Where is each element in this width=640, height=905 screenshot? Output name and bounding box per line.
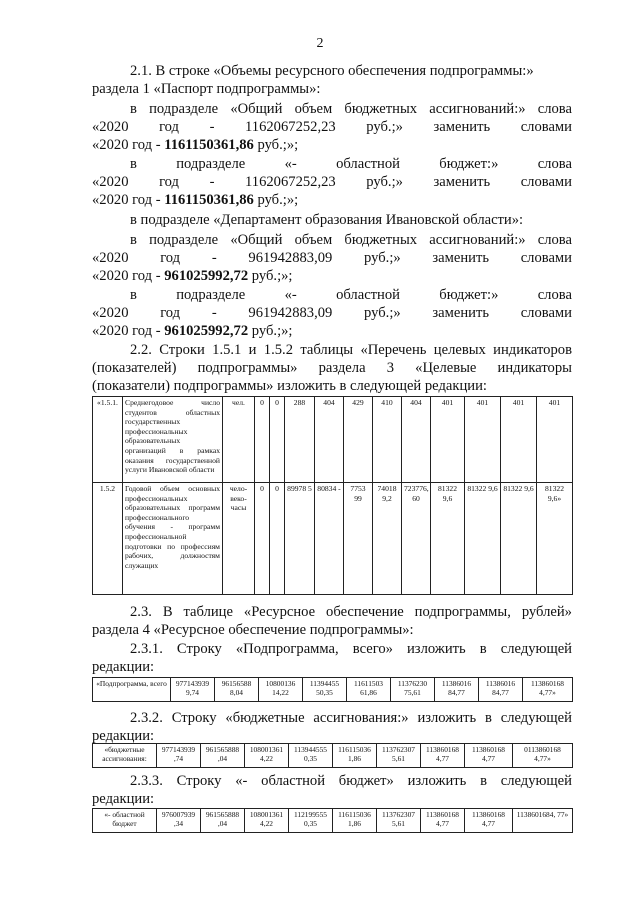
table-cell: 11386016 84,77	[479, 678, 523, 702]
subsection-regional-line-dep: в подразделе «- областной бюджет:» слова	[130, 287, 572, 303]
table-cell: 961565888 ,04	[201, 809, 245, 833]
table-cell: 0	[270, 397, 285, 483]
table-row	[93, 483, 573, 595]
table-cell: 116115036 1,86	[333, 809, 377, 833]
para-2-3-2-line2: редакции:	[92, 728, 155, 744]
table-row	[93, 678, 573, 702]
table-cell: 96156588 8,04	[215, 678, 259, 702]
row-description: Среднегодовое число студентов областных государственных профессиональных образовательных организаций в рамках оказания государственной услуги Ивановской области	[123, 397, 223, 483]
table-cell: 0	[255, 483, 270, 595]
new-value-line-3: «2020 год - 961025992,72 руб.;»;	[92, 268, 293, 284]
new-value-line-2: «2020 год - 1161150361,86 руб.;»;	[92, 192, 299, 208]
table-cell: 961565888 ,04	[201, 744, 245, 768]
table-cell: 11386016 84,77	[435, 678, 479, 702]
indicators-table	[92, 396, 573, 595]
table-cell: 977143939 9,74	[171, 678, 215, 702]
table-cell: 404	[315, 397, 344, 483]
department-line: в подразделе «Департамент образования Ивановской области»:	[130, 212, 524, 228]
table-cell: 81322 9,6	[465, 483, 501, 595]
table-cell: 723776, 60	[402, 483, 431, 595]
table-cell: 11376230 75,61	[391, 678, 435, 702]
table-cell: 976007939 ,34	[157, 809, 201, 833]
table-cell: 116115036 1,86	[333, 744, 377, 768]
new-value-line-1: «2020 год - 1161150361,86 руб.;»;	[92, 137, 299, 153]
row-description: Годовой объем основных профессиональных образовательных программ профессионального обучения - программ профессиональной подготовки по профессиям рабочих, должностям служащих	[123, 483, 223, 595]
table-cell: 113860168 4,77	[465, 744, 513, 768]
para-2-3-line2: раздела 4 «Ресурсное обеспечение подпрограммы»:	[92, 622, 414, 638]
budget-row-table	[92, 743, 573, 768]
para-2-3-1-line1: 2.3.1. Строку «Подпрограмма, всего» изложить в следующей	[130, 641, 572, 657]
para-2-3-2-line1: 2.3.2. Строку «бюджетные ассигнования:» изложить в следующей	[130, 710, 572, 726]
table-row	[93, 397, 573, 483]
table-cell: 410	[373, 397, 402, 483]
para-2-2-line2: (показателей) подпрограммы» раздела 3 «Целевые индикаторы	[92, 360, 572, 376]
table-cell: 108001361 4,22	[245, 744, 289, 768]
regional-row-table	[92, 808, 573, 833]
row-label: «бюджетные ассигнования:	[93, 744, 157, 768]
table-cell: 1138601684, 77»	[513, 809, 573, 833]
para-2-3-line1: 2.3. В таблице «Ресурсное обеспечение подпрограммы, рублей»	[130, 604, 572, 620]
para-2-3-3-line2: редакции:	[92, 791, 155, 807]
row-number: 1.5.2	[93, 483, 123, 595]
table-cell: 89978 5	[285, 483, 315, 595]
table-cell: 113860168 4,77	[421, 744, 465, 768]
para-2-2-line3: (показатели) подпрограммы» изложить в следующей редакции:	[92, 378, 487, 394]
table-cell: 0	[270, 483, 285, 595]
table-cell: 401	[431, 397, 465, 483]
row-unit: чел.	[223, 397, 255, 483]
para-2-1-line1: 2.1. В строке «Объемы ресурсного обеспечения подпрограммы:»	[130, 63, 534, 79]
table-cell: 401	[501, 397, 537, 483]
table-cell: 108001361 4,22	[245, 809, 289, 833]
row-label: «- областной бюджет	[93, 809, 157, 833]
subsection-total-line-dep: в подразделе «Общий объем бюджетных ассигнований:» слова	[130, 232, 572, 248]
table-cell: 113860168 4,77»	[523, 678, 573, 702]
table-cell: 81322 9,6	[501, 483, 537, 595]
table-row	[93, 744, 573, 768]
replace-line-3: «2020 год - 961942883,09 руб.;» заменить словами	[92, 250, 572, 266]
subsection-regional-line: в подразделе «- областной бюджет:» слова	[130, 156, 572, 172]
table-cell: 113762307 5,61	[377, 744, 421, 768]
table-cell: 113762307 5,61	[377, 809, 421, 833]
para-2-1-line2: раздела 1 «Паспорт подпрограммы»:	[92, 81, 321, 97]
table-cell: 288	[285, 397, 315, 483]
table-cell: 401	[465, 397, 501, 483]
table-cell: 113860168 4,77	[465, 809, 513, 833]
subsection-total-line: в подразделе «Общий объем бюджетных ассигнований:» слова	[130, 101, 572, 117]
table-cell: 0	[255, 397, 270, 483]
table-cell: 7753 99	[344, 483, 373, 595]
replace-line-4: «2020 год - 961942883,09 руб.;» заменить словами	[92, 305, 572, 321]
table-cell: 74018 9,2	[373, 483, 402, 595]
replace-line-2: «2020 год - 1162067252,23 руб.;» заменить словами	[92, 174, 572, 190]
table-cell: 401	[537, 397, 573, 483]
table-cell: 113944555 0,35	[289, 744, 333, 768]
table-cell: 11394455 50,35	[303, 678, 347, 702]
table-cell: 113860168 4,77	[421, 809, 465, 833]
table-cell: 977143939 ,74	[157, 744, 201, 768]
para-2-3-1-line2: редакции:	[92, 659, 155, 675]
table-cell: 404	[402, 397, 431, 483]
replace-line-1: «2020 год - 1162067252,23 руб.;» заменить словами	[92, 119, 572, 135]
para-2-2-line1: 2.2. Строки 1.5.1 и 1.5.2 таблицы «Перечень целевых индикаторов	[130, 342, 572, 358]
table-row	[93, 809, 573, 833]
new-value-line-4: «2020 год - 961025992,72 руб.;»;	[92, 323, 293, 339]
table-cell: 81322 9,6	[431, 483, 465, 595]
row-unit: чело-веко-часы	[223, 483, 255, 595]
table-cell: 429	[344, 397, 373, 483]
table-cell: 10800136 14,22	[259, 678, 303, 702]
table-cell: 11611503 61,86	[347, 678, 391, 702]
table-cell: 80834 -	[315, 483, 344, 595]
row-number: «1.5.1.	[93, 397, 123, 483]
total-row-table	[92, 677, 573, 702]
table-cell: 81322 9,6»	[537, 483, 573, 595]
para-2-3-3-line1: 2.3.3. Строку «- областной бюджет» изложить в следующей	[130, 773, 572, 789]
table-cell: 0113860168 4,77»	[513, 744, 573, 768]
table-cell: 112199555 0,35	[289, 809, 333, 833]
page-number: 2	[316, 36, 324, 51]
row-label: «Подпрограмма, всего	[93, 678, 171, 702]
